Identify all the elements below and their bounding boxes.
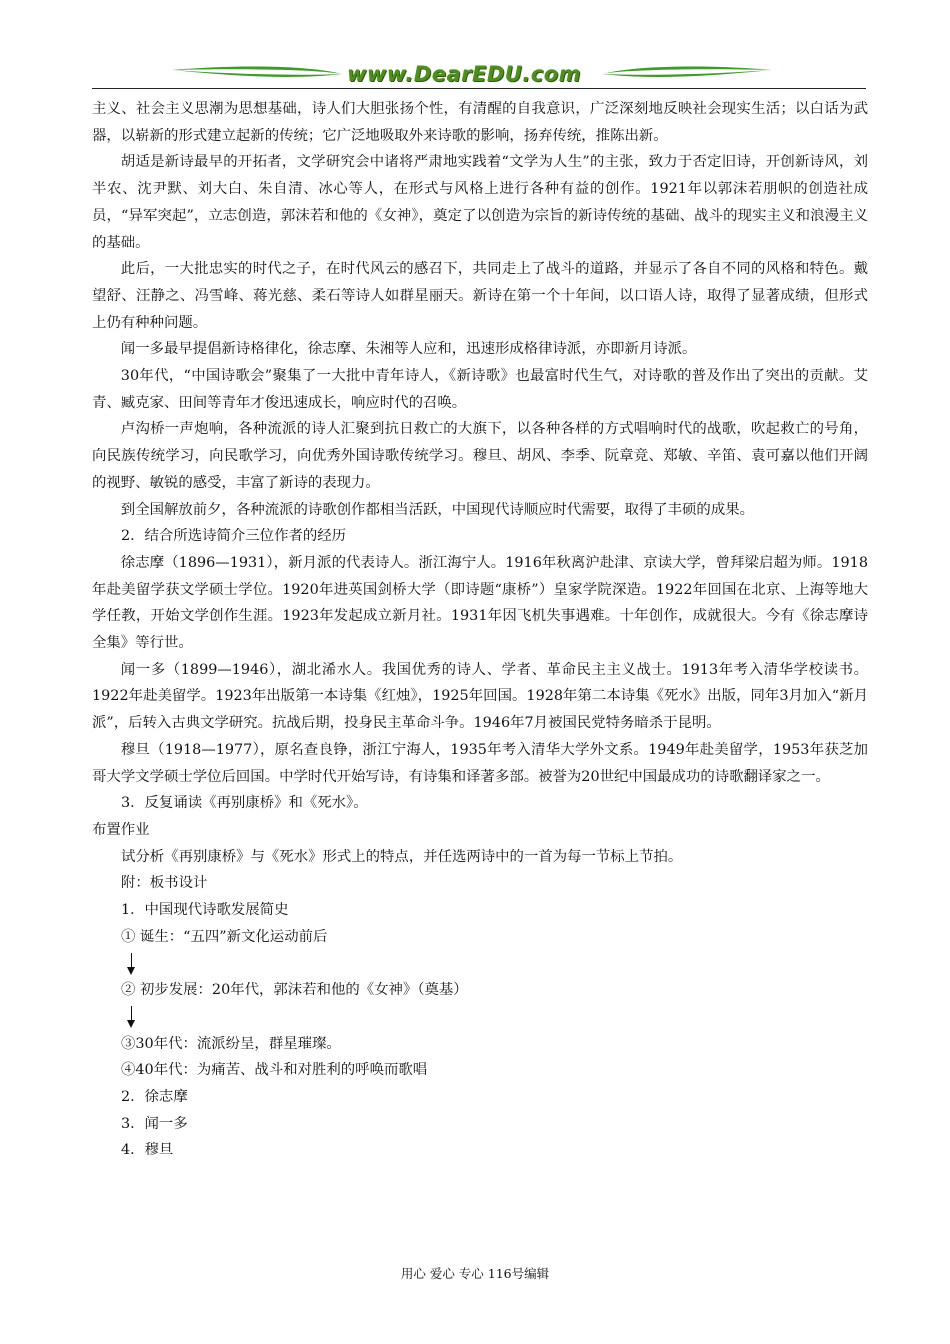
list-item: ④40年代：为痛苦、战斗和对胜利的呼唤而歌唱: [121, 1062, 428, 1079]
section-heading: 布置作业: [92, 821, 150, 838]
paragraph: 卢沟桥一声炮响，各种流派的诗人汇聚到抗日救亡的大旗下，以各种各样的方式唱响时代的战歌，吹起救亡的号角，向民族传统学习，向民歌学习，向优秀外国诗歌传统学习。穆旦、胡风、李季、阮章竞、郑敏、辛笛、袁可嘉以他们开阔的视野、敏锐的感受，丰富了新诗的表现力。: [92, 421, 868, 491]
section-heading: 附：板书设计: [121, 875, 208, 892]
paragraph: 试分析《再别康桥》与《死水》形式上的特点，并任选两诗中的一首为每一节标上节拍。: [121, 848, 683, 865]
page-footer: 用心 爱心 专心 116号编辑: [400, 1266, 550, 1281]
brand-logo-text: www.DearEDU.com: [346, 62, 582, 86]
list-item: 2．徐志摩: [121, 1088, 188, 1105]
list-item: ③30年代：流派纷呈，群星璀璨。: [121, 1035, 341, 1052]
paragraph: 徐志摩（1896—1931），新月派的代表诗人。浙江海宁人。1916年秋离沪赴津、京读大学，曾拜梁启超为师。1918年赴美留学获文学硕士学位。1920年进英国剑桥大学（即诗题“康桥”）皇家学院深造。1922年回国在北京、上海等地大学任教，开始文学创作生涯。1923年发起成立新月社。1931年因飞机失事遇难。十年创作，成就很大。今有《徐志摩诗全集》等行世。: [92, 554, 868, 652]
down-arrow-icon: [92, 951, 868, 978]
list-item: 1．中国现代诗歌发展简史: [121, 902, 289, 919]
list-item: ② 初步发展：20年代，郭沫若和他的《女神》（奠基）: [121, 982, 468, 999]
paragraph: 胡适是新诗最早的开拓者，文学研究会中诸将严肃地实践着“文学为人生”的主张，致力于否定旧诗，开创新诗风，刘半农、沈尹默、刘大白、朱自清、冰心等人，在形式与风格上进行各种有益的创作。1921年以郭沫若朋帜的创造社成员，“异军突起”，立志创造，郭沫若和他的《女神》，奠定了以创造为宗旨的新诗传统的基础、战斗的现实主义和浪漫主义的基础。: [92, 154, 868, 251]
paragraph: 主义、社会主义思潮为思想基础，诗人们大胆张扬个性，有清醒的自我意识，广泛深刻地反映社会现实生活；以白话为武器，以崭新的形式建立起新的传统；它广泛地吸取外来诗歌的影响，扬弃传统，推陈出新。: [92, 101, 868, 144]
paragraph: 闻一多最早提倡新诗格律化，徐志摩、朱湘等人应和，迅速形成格律诗派，亦即新月诗派。: [120, 341, 697, 358]
header-rule: [92, 88, 866, 89]
paragraph: 此后，一大批忠实的时代之子，在时代风云的感召下，共同走上了战斗的道路，并显示了各自不同的风格和特色。戴望舒、汪静之、冯雪峰、蒋光慈、柔石等诗人如群星丽天。新诗在第一个十年间，以口语人诗，取得了显著成绩，但形式上仍有种种问题。: [92, 261, 868, 331]
down-arrow-icon: [92, 1004, 868, 1031]
list-item: 3．闻一多: [121, 1115, 188, 1132]
paragraph: 30年代，“中国诗歌会”聚集了一大批中青年诗人，《新诗歌》也最富时代生气，对诗歌的普及作出了突出的贡献。艾青、臧克家、田间等青年才俊迅速成长，响应时代的召唤。: [92, 368, 868, 411]
paragraph: 闻一多（1899—1946），湖北浠水人。我国优秀的诗人、学者、革命民主主义战士。1913年考入清华学校读书。1922年赴美留学。1923年出版第一本诗集《红烛》，1925年回国。1928年第二本诗集《死水》出版，同年3月加入“新月派”，后转入古典文学研究。抗战后期，投身民主革命斗争。1946年7月被国民党特务暗杀于昆明。: [92, 661, 868, 732]
list-item: 4．穆旦: [121, 1142, 174, 1159]
section-heading: 3．反复诵读《再别康桥》和《死水》。: [121, 795, 368, 812]
paragraph: 到全国解放前夕，各种流派的诗歌创作都相当活跃，中国现代诗顺应时代需要，取得了丰硕的成果。: [120, 501, 754, 518]
document-body: [92, 96, 868, 1164]
list-item: ① 诞生：“五四”新文化运动前后: [121, 928, 328, 945]
section-heading: 2．结合所选诗简介三位作者的经历: [121, 528, 347, 545]
paragraph: 穆旦（1918—1977），原名查良铮，浙江宁海人，1935年考入清华大学外文系。1949年赴美留学，1953年获芝加哥大学文学硕士学位后回国。中学时代开始写诗，有诗集和译著多部。被誉为20世纪中国最成功的诗歌翻译家之一。: [92, 741, 868, 785]
